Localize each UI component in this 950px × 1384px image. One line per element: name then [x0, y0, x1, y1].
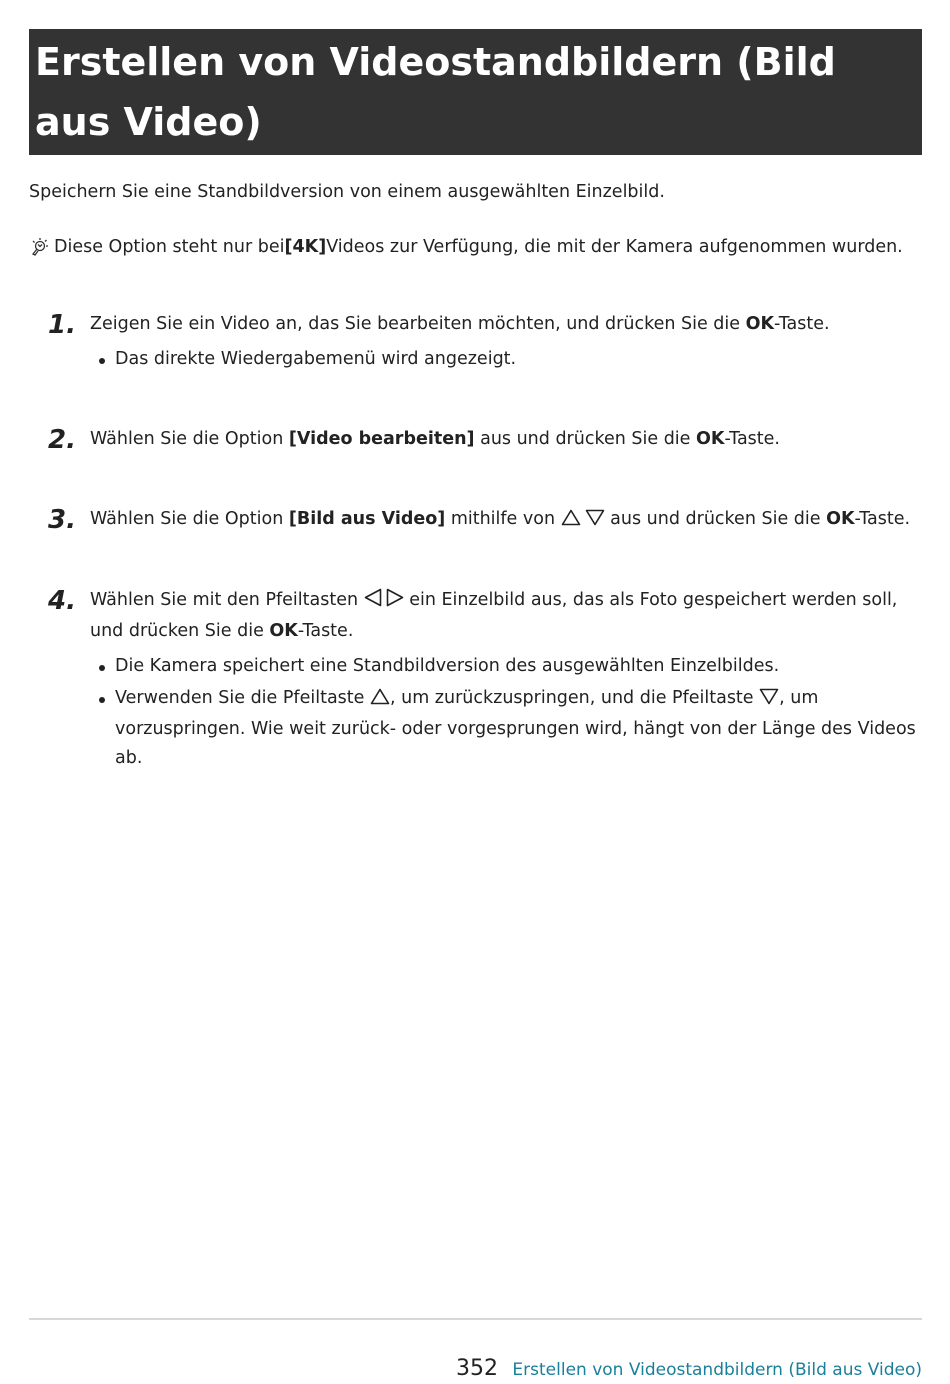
menu-option-label: [Video bearbeiten] [288, 429, 475, 449]
ok-key-label: OK [826, 509, 855, 529]
bullet-text: Die Kamera speichert eine Standbildversion des ausgewählten Einzelbildes. [115, 656, 780, 676]
step-number: 1. [48, 310, 76, 340]
list-item [90, 345, 920, 374]
page-number: 352 [456, 1356, 498, 1381]
page-title: Erstellen von Videostandbildern (Bild aus Video) [35, 40, 836, 144]
step-text-part: ein Einzelbild aus, das als Foto gespeichert werden soll, und drücken Sie die [90, 590, 898, 641]
list-item [90, 652, 920, 681]
step-text-part: -Taste. [854, 509, 911, 529]
note-4k: [4K] [284, 237, 327, 257]
step-text-part: Wählen Sie mit den Pfeiltasten [90, 590, 364, 610]
arrow-up-icon [370, 686, 390, 715]
ok-key-label: OK [696, 429, 725, 449]
ok-key-label: OK [269, 621, 298, 641]
step-number: 2. [48, 425, 76, 455]
bullet-text: Das direkte Wiedergabemenü wird angezeigt. [115, 349, 517, 369]
step-number: 4. [48, 586, 76, 616]
bullet-text: , um zurückzuspringen, und die Pfeiltaste [389, 688, 760, 708]
step-text-part: aus und drücken Sie die [604, 509, 827, 529]
title-bar [29, 29, 922, 155]
arrow-left-icon [364, 588, 382, 617]
step-text [90, 505, 920, 536]
step-text-part: Wählen Sie die Option [90, 429, 289, 449]
step-text-part: mithilfe von [445, 509, 561, 529]
menu-option-label: [Bild aus Video] [288, 509, 446, 529]
bullet-icon [99, 697, 105, 703]
bullet-list [90, 345, 920, 374]
step-text-part: aus und drücken Sie die [474, 429, 696, 449]
bullet-icon [99, 358, 105, 364]
arrow-up-icon [561, 507, 581, 536]
ok-key-label: OK [745, 314, 775, 334]
note [29, 233, 903, 261]
bullet-list [90, 652, 920, 773]
arrow-right-icon [386, 588, 404, 617]
section-link[interactable]: Erstellen von Videostandbildern (Bild aus Video) [512, 1360, 922, 1380]
footer-divider [29, 1318, 922, 1320]
step-text-part: Zeigen Sie ein Video an, das Sie bearbeiten möchten, und drücken Sie die [90, 314, 746, 334]
step-text [90, 425, 920, 454]
step-text [90, 310, 920, 374]
step-number: 3. [48, 505, 76, 535]
note-suffix: Videos zur Verfügung, die mit der Kamera aufgenommen wurden. [326, 237, 903, 257]
list-item [90, 684, 920, 773]
step-text-part: -Taste. [297, 621, 354, 641]
intro-text: Speichern Sie eine Standbildversion von einem ausgewählten Einzelbild. [29, 182, 665, 202]
arrow-down-icon [759, 686, 779, 715]
bullet-text: Verwenden Sie die Pfeiltaste [115, 688, 370, 708]
tip-icon [29, 235, 53, 259]
step-text-part: -Taste. [774, 314, 830, 334]
note-prefix: Diese Option steht nur bei [54, 237, 285, 257]
arrow-down-icon [585, 507, 605, 536]
step-text-part: -Taste. [724, 429, 780, 449]
step-text [90, 586, 920, 773]
step-text-part: Wählen Sie die Option [90, 509, 289, 529]
bullet-icon [99, 665, 105, 671]
bullet-text: , um vorzuspringen. Wie weit zurück- oder vorgesprungen wird, hängt von der Länge des Videos ab. [115, 688, 916, 768]
